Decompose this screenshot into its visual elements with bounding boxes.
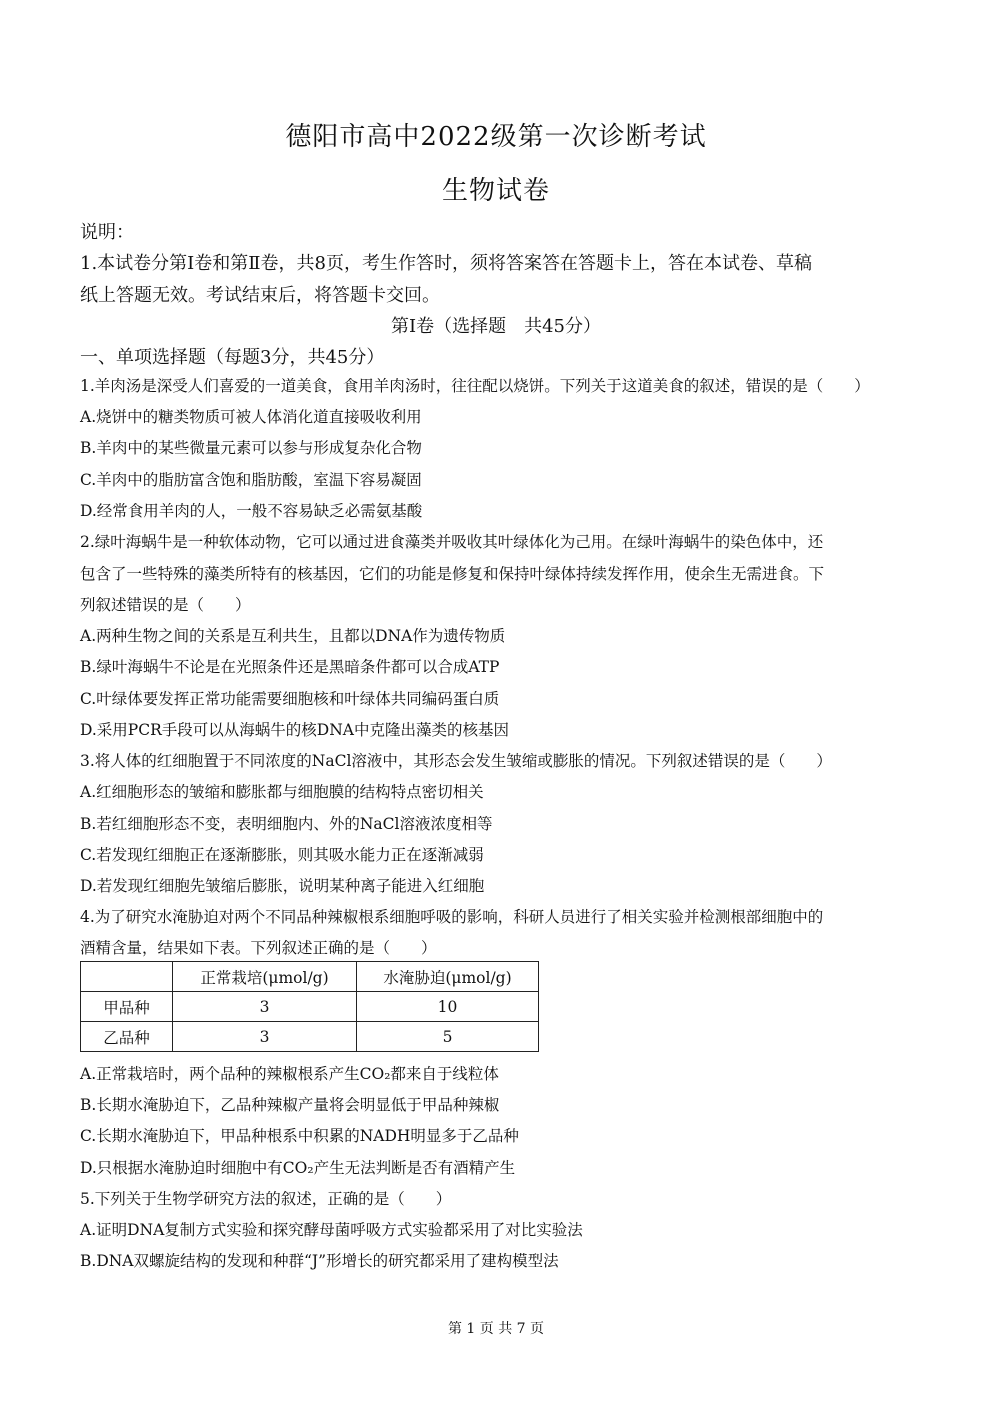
part-title: 一、单项选择题（每题3分，共45分） — [80, 347, 385, 368]
question-2-option-c: C.叶绿体要发挥正常功能需要细胞核和叶绿体共同编码蛋白质 — [80, 690, 500, 708]
table-cell: 甲品种 — [81, 992, 173, 1022]
question-5-stem: 5.下列关于生物学研究方法的叙述，正确的是（ ） — [80, 1190, 452, 1208]
exam-title: 德阳市高中2022级第一次诊断考试 — [285, 122, 707, 152]
question-2-stem-line-2: 包含了一些特殊的藻类所特有的核基因，它们的功能是修复和保持叶绿体持续发挥作用，使余生无需进食。下 — [80, 565, 825, 583]
question-2-option-a: A.两种生物之间的关系是互利共生，且都以DNA作为遗传物质 — [80, 627, 506, 645]
question-5-option-a: A.证明DNA复制方式实验和探究酵母菌呼吸方式实验都采用了对比实验法 — [80, 1221, 583, 1239]
instructions-line-1: 1.本试卷分第Ⅰ卷和第Ⅱ卷，共8页，考生作答时，须将答案答在答题卡上，答在本试卷、草稿 — [80, 253, 812, 274]
question-2-option-b: B.绿叶海蜗牛不论是在光照条件还是黑暗条件都可以合成ATP — [80, 658, 500, 676]
exam-subtitle: 生物试卷 — [441, 176, 550, 206]
question-3-option-b: B.若红细胞形态不变，表明细胞内、外的NaCl溶液浓度相等 — [80, 815, 493, 833]
question-1-option-d: D.经常食用羊肉的人，一般不容易缺乏必需氨基酸 — [80, 502, 423, 520]
page-number: 第 1 页 共 7 页 — [447, 1321, 545, 1337]
question-2-option-d: D.采用PCR手段可以从海蜗牛的核DNA中克隆出藻类的核基因 — [80, 721, 509, 739]
section-title: 第Ⅰ卷（选择题 共45分） — [390, 316, 601, 337]
question-2-stem-line-3: 列叙述错误的是（ ） — [80, 596, 251, 614]
instructions-line-2: 纸上答题无效。考试结束后，将答题卡交回。 — [80, 285, 440, 306]
question-3-option-c: C.若发现红细胞正在逐渐膨胀，则其吸水能力正在逐渐减弱 — [80, 846, 484, 864]
question-2-stem-line-1: 2.绿叶海蜗牛是一种软体动物，它可以通过进食藻类并吸收其叶绿体化为己用。在绿叶海蜗牛的染色体中，还 — [80, 533, 824, 551]
question-3-option-a: A.红细胞形态的皱缩和膨胀都与细胞膜的结构特点密切相关 — [80, 783, 484, 801]
question-1-stem: 1.羊肉汤是深受人们喜爱的一道美食，食用羊肉汤时，往往配以烧饼。下列关于这道美食的叙述，错误的是（ ） — [80, 377, 870, 395]
question-4-option-b: B.长期水淹胁迫下，乙品种辣椒产量将会明显低于甲品种辣椒 — [80, 1096, 500, 1114]
question-4-option-c: C.长期水淹胁迫下，甲品种根系中积累的NADH明显多于乙品种 — [80, 1127, 519, 1145]
instructions-heading: 说明： — [80, 222, 134, 243]
question-3-stem: 3.将人体的红细胞置于不同浓度的NaCl溶液中，其形态会发生皱缩或膨胀的情况。下列叙述错误的是（ ） — [80, 752, 832, 770]
table-row — [81, 992, 539, 1022]
table-header-cell — [81, 962, 173, 992]
question-4-option-a: A.正常栽培时，两个品种的辣椒根系产生CO₂都来自于线粒体 — [80, 1065, 499, 1083]
table-header-row — [81, 962, 539, 992]
question-5-option-b: B.DNA双螺旋结构的发现和种群“J”形增长的研究都采用了建构模型法 — [80, 1252, 559, 1270]
table-header-cell: 水淹胁迫(μmol/g) — [357, 962, 539, 992]
question-4-stem-line-1: 4.为了研究水淹胁迫对两个不同品种辣椒根系细胞呼吸的影响，科研人员进行了相关实验并检测根部细胞中的 — [80, 908, 824, 926]
table-cell: 3 — [173, 992, 357, 1022]
table-cell: 乙品种 — [81, 1022, 173, 1052]
question-1-option-a: A.烧饼中的糖类物质可被人体消化道直接吸收利用 — [80, 408, 422, 426]
question-1-option-b: B.羊肉中的某些微量元素可以参与形成复杂化合物 — [80, 439, 422, 457]
table-header-cell: 正常栽培(μmol/g) — [173, 962, 357, 992]
table-cell: 10 — [357, 992, 539, 1022]
question-4-option-d: D.只根据水淹胁迫时细胞中有CO₂产生无法判断是否有酒精产生 — [80, 1159, 516, 1177]
table-cell: 5 — [357, 1022, 539, 1052]
table-row — [81, 1022, 539, 1052]
question-3-option-d: D.若发现红细胞先皱缩后膨胀，说明某种离子能进入红细胞 — [80, 877, 485, 895]
table-cell: 3 — [173, 1022, 357, 1052]
question-1-option-c: C.羊肉中的脂肪富含饱和脂肪酸，室温下容易凝固 — [80, 471, 422, 489]
alcohol-content-table — [80, 961, 539, 1052]
question-4-stem-line-2: 酒精含量，结果如下表。下列叙述正确的是（ ） — [80, 939, 437, 957]
